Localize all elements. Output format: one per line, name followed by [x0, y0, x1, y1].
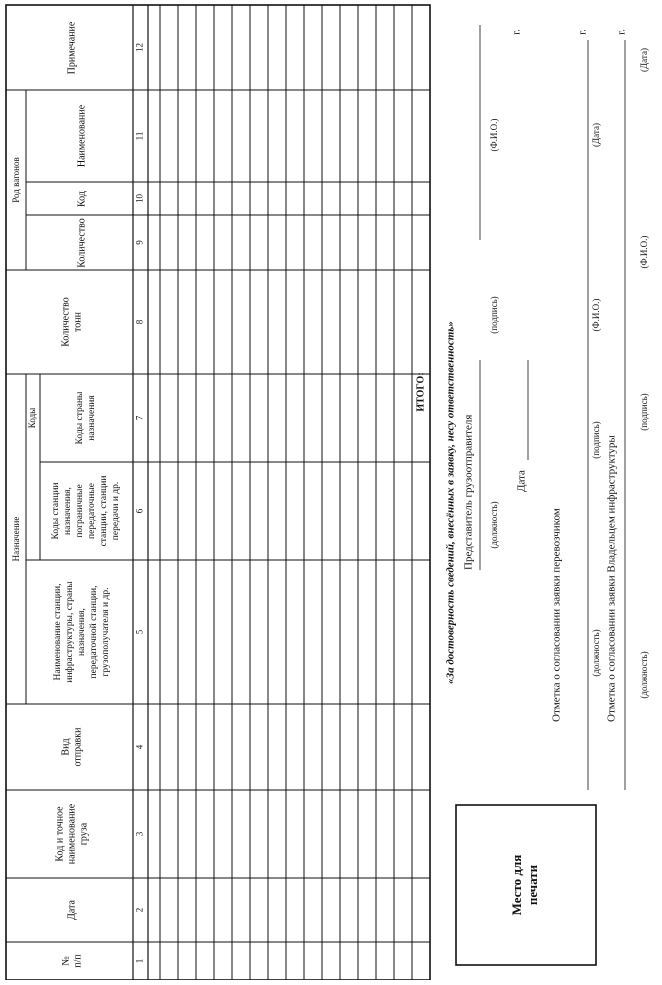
header-tons: Количество	[60, 297, 72, 347]
shipper-rep-label: Представитель грузоотправителя	[462, 414, 475, 570]
infra-signature-caption: (подпись)	[639, 393, 650, 431]
column-number: 11	[134, 131, 145, 141]
column-number: 2	[134, 907, 145, 913]
column-number: 7	[134, 415, 145, 421]
column-number: 9	[134, 240, 145, 245]
column-number: 5	[134, 629, 145, 635]
table-headers	[11, 21, 426, 968]
header-wagon-type: Род вагонов	[11, 157, 22, 203]
date-label: Дата	[515, 470, 528, 492]
header-wagon-count: Количество	[76, 218, 88, 268]
header-dest-name: передаточной станции,	[89, 585, 100, 679]
header-shipment: Вид	[60, 738, 72, 756]
header-note: Примечание	[66, 21, 78, 75]
header-codes-station: назначения,	[63, 487, 74, 535]
header-wagon-code: Код	[76, 191, 88, 207]
header-dest-name: грузополучателя и др.	[101, 587, 112, 677]
column-number: 3	[134, 831, 145, 837]
header-codes: Коды	[27, 407, 38, 429]
infra-mark-label: Отметка о согласовании заявки Владельцем инфраструктуры	[605, 435, 618, 722]
header-num: п/п	[72, 954, 84, 968]
header-dest-name: назначения,	[77, 608, 88, 656]
header-cargo: Код и точное	[54, 806, 66, 862]
stamp-label: печати	[524, 864, 540, 906]
carrier-position-caption: (должность)	[591, 629, 602, 677]
column-number: 1	[134, 958, 145, 964]
column-number: 8	[134, 319, 145, 325]
column-number: 4	[134, 744, 145, 750]
header-num: №	[60, 956, 72, 966]
header-codes-country: назначения	[87, 395, 98, 441]
header-dest-name: Наименование станции,	[53, 583, 64, 681]
header-destination: Назначение	[11, 516, 22, 562]
infra-date-caption: (Дата)	[639, 48, 650, 72]
signature-section	[456, 25, 628, 965]
header-dest-name: инфраструктуры, страны	[65, 581, 76, 683]
header-shipment: отправки	[72, 727, 84, 767]
header-wagon-name: Наименование	[76, 104, 88, 168]
total-label: ИТОГО:	[415, 372, 427, 412]
header-codes-country: Коды страны	[75, 391, 86, 445]
column-number: 10	[134, 194, 145, 203]
signature-caption: (подпись)	[489, 296, 500, 334]
column-number: 12	[134, 43, 145, 52]
carrier-fio-caption: (Ф.И.О.)	[591, 298, 602, 332]
header-codes-station: станции, станции	[99, 475, 110, 547]
year-suffix: г.	[511, 29, 523, 35]
position-caption: (должность)	[489, 501, 500, 549]
header-codes-station: передачи и др.	[111, 481, 122, 541]
column-number: 6	[134, 508, 145, 514]
carrier-signature-caption: (подпись)	[591, 421, 602, 459]
carrier-year-suffix: г.	[577, 29, 589, 35]
responsibility-statement: «За достоверность сведений, внесённых в заявку, несу ответственность»	[444, 321, 457, 684]
header-codes-station: пограничные	[75, 484, 86, 538]
fio-caption: (Ф.И.О.)	[489, 118, 500, 152]
carrier-date-caption: (Дата)	[591, 123, 602, 147]
header-codes-station: Коды станции	[51, 482, 62, 540]
infra-fio-caption: (Ф.И.О.)	[639, 235, 650, 269]
stamp-label: Место для	[508, 854, 524, 916]
carrier-mark-label: Отметка о согласовании заявки перевозчиком	[550, 508, 563, 722]
header-tons: тонн	[72, 312, 84, 332]
header-codes-station: передаточные	[87, 483, 98, 539]
infra-year-suffix: г.	[616, 29, 628, 35]
signature-labels	[445, 29, 650, 915]
header-cargo: груза	[78, 822, 90, 846]
header-cargo: наименование	[66, 803, 78, 865]
infra-position-caption: (должность)	[639, 651, 650, 699]
header-date: Дата	[66, 900, 78, 920]
